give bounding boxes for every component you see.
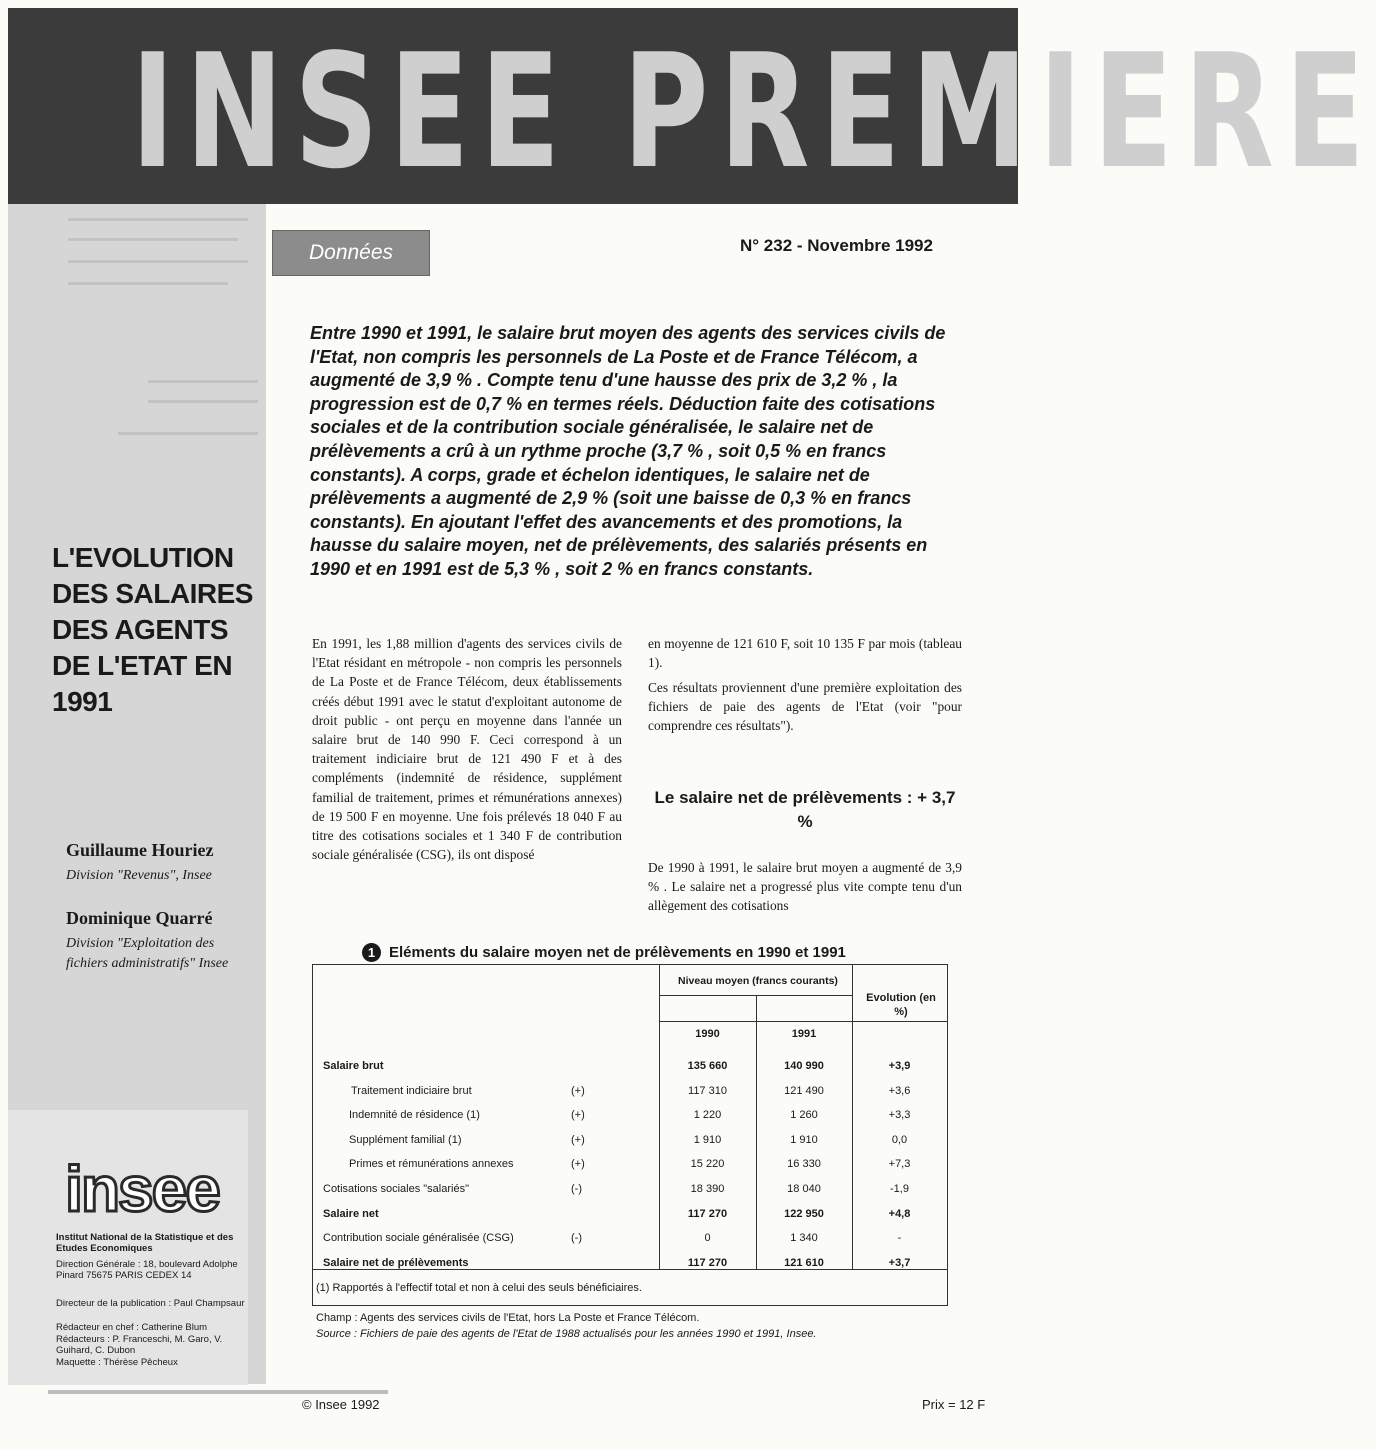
institute-name: Institut National de la Statistique et des Etudes Economiques	[56, 1232, 234, 1254]
section-subheading: Le salaire net de prélèvements : + 3,7 %	[654, 788, 956, 831]
table-row-label: Cotisations sociales "salariés"	[323, 1183, 469, 1195]
issue-number: N° 232 - Novembre 1992	[740, 236, 933, 255]
table-cell-1990: 15 220	[690, 1158, 725, 1171]
table-row-sign: (+)	[571, 1133, 585, 1146]
table-cell-1991: 1 910	[790, 1133, 818, 1146]
table-row-sign: (+)	[571, 1109, 585, 1122]
table-cell-1991: 140 990	[784, 1060, 824, 1072]
footer-rule	[48, 1390, 388, 1394]
table-cell-1990: 18 390	[690, 1183, 725, 1195]
table-cell-1991: 1 340	[790, 1232, 818, 1245]
table-cell-evolution: +3,9	[888, 1060, 911, 1072]
table-title	[362, 943, 846, 962]
table-title-text: Eléments du salaire moyen net de prélèvements en 1990 et 1991	[389, 944, 846, 961]
table-cell-evolution: -1,9	[890, 1183, 909, 1195]
table-row-label: Salaire net de prélèvements	[323, 1256, 469, 1269]
body-column-1: En 1991, les 1,88 million d'agents des services civils de l'Etat résidant en métropole - non compris les personnels de La Poste et de France Télécom, deux établissements créés début 1991 avec le statut d'exploitant autonome de droit public - ont perçu en moyenne dans l'année un salaire brut de 140 990 F. Ceci correspond à un traitement indiciaire brut de 121 490 F et à des compléments (indemnité de résidence, supplément familial de traitement, primes et rémunérations annexes) de 19 500 F en moyenne. Une fois prélevés 18 040 F au titre des cotisations sociales et 1 340 F de contribution sociale généralisée (CSG), ils ont disposé	[312, 636, 622, 863]
table-row-label: Primes et rémunérations annexes	[349, 1158, 514, 1171]
column-header-1991: 1991	[791, 1028, 817, 1040]
table-cell-1990: 1 910	[693, 1133, 722, 1146]
lead-paragraph: Entre 1990 et 1991, le salaire brut moyen des agents des services civils de l'Etat, non compris les personnels de La Poste et de France Télécom, a augmenté de 3,9 % . Compte tenu d'une hausse des prix de 3,2 % , la progression est de 0,7 % en termes réels. Déduction faite des cotisations sociales et de la contribution sociale généralisée, le salaire net de prélèvements a crû à un rythme proche (3,7 % , soit 0,5 % en francs constants). A corps, grade et échelon identiques, le salaire net de prélèvements a augmenté de 2,9 % (soit une baisse de 0,3 % en francs constants). En ajoutant l'effet des avancements et des promotions, la hausse du salaire moyen, net de prélèvements, des salariés présents en 1990 et en 1991 est de 5,3 % , soit 2 % en francs constants.	[310, 323, 946, 579]
table-row-label: Salaire brut	[323, 1060, 384, 1072]
table-cell-evolution: +3,6	[888, 1084, 911, 1097]
author-affiliation: Division "Revenus", Insee	[66, 868, 212, 883]
table-cell-1990: 135 660	[687, 1060, 728, 1072]
table-row-label: Supplément familial (1)	[349, 1133, 462, 1146]
layout-credit: Maquette : Thérèse Pêcheux	[56, 1357, 178, 1368]
author-name: Guillaume Houriez	[66, 840, 214, 860]
table-row-label: Indemnité de résidence (1)	[349, 1109, 480, 1122]
table-cell-1991: 121 610	[784, 1256, 824, 1269]
table-cell-1990: 117 270	[687, 1256, 728, 1269]
table-row-label: Contribution sociale généralisée (CSG)	[323, 1232, 514, 1245]
author-name: Dominique Quarré	[66, 908, 213, 928]
body-column-2a: en moyenne de 121 610 F, soit 10 135 F par mois (tableau 1).	[648, 636, 962, 671]
table-row-sign: (+)	[571, 1084, 585, 1097]
column-header-evolution: Evolution (en %)	[866, 992, 936, 1018]
editor-in-chief: Rédacteur en chef : Catherine Blum	[56, 1322, 208, 1333]
table-cell-1990: 117 310	[688, 1084, 727, 1097]
price: Prix = 12 F	[922, 1397, 986, 1412]
body-column-2c: De 1990 à 1991, le salaire brut moyen a augmenté de 3,9 % . Le salaire net a progressé plus vite compte tenu d'un allègement des cotisations	[648, 860, 962, 914]
author-affiliation: Division "Exploitation des fichiers administratifs" Insee	[66, 936, 229, 971]
masthead-title: INSEE PREMIERE	[130, 21, 1376, 204]
table-cell-evolution: +3,3	[888, 1109, 911, 1122]
masthead	[8, 8, 1376, 204]
address: Direction Générale : 18, boulevard Adolphe Pinard 75675 PARIS CEDEX 14	[56, 1259, 238, 1281]
table-cell-1991: 18 040	[787, 1183, 821, 1195]
table-scope: Champ : Agents des services civils de l'Etat, hors La Poste et France Télécom.	[316, 1312, 700, 1324]
copyright: © Insee 1992	[302, 1397, 380, 1412]
section-tag: Données	[272, 230, 430, 276]
table-number-badge: 1	[362, 943, 381, 962]
table-cell-1991: 1 260	[790, 1109, 818, 1122]
table-cell-1990: 117 270	[687, 1207, 728, 1220]
table-row-label: Traitement indiciaire brut	[351, 1084, 472, 1097]
table-cell-1990: 0	[704, 1232, 711, 1245]
table-cell-1990: 1 220	[693, 1109, 722, 1122]
writers: Rédacteurs : P. Franceschi, M. Garo, V. Guihard, C. Dubon	[56, 1334, 223, 1356]
table-cell-evolution: +7,3	[888, 1158, 911, 1171]
table-row-sign: (+)	[571, 1158, 585, 1171]
table-cell-1991: 16 330	[787, 1158, 821, 1171]
table-cell-1991: 122 950	[784, 1207, 824, 1220]
table-row-sign: (-)	[571, 1232, 582, 1245]
table-cell-1991: 121 490	[784, 1084, 824, 1097]
table-cell-evolution: 0,0	[891, 1133, 908, 1146]
table-cell-evolution: +3,7	[888, 1256, 911, 1269]
table-source: Source : Fichiers de paie des agents de l'Etat de 1988 actualisés pour les années 1990 et 1991, Insee.	[316, 1328, 817, 1340]
table-cell-evolution: -	[897, 1232, 902, 1245]
column-group-header: Niveau moyen (francs courants)	[678, 975, 838, 987]
table-row-label: Salaire net	[323, 1207, 379, 1220]
publication-director: Directeur de la publication : Paul Champsaur	[56, 1298, 245, 1309]
column-header-1990: 1990	[695, 1028, 720, 1040]
table-cell-evolution: +4,8	[888, 1207, 911, 1220]
data-table	[312, 964, 948, 1306]
table-row-sign: (-)	[571, 1183, 582, 1195]
body-column-2b: Ces résultats proviennent d'une première exploitation des fichiers de paie des agents de l'Etat (voir "pour comprendre ces résultats").	[648, 680, 962, 734]
article-headline: L'EVOLUTION DES SALAIRES DES AGENTS DE L'ETAT EN 1991	[52, 542, 253, 717]
insee-logo: insee	[65, 1153, 219, 1225]
table-footnote: (1) Rapportés à l'effectif total et non à celui des seuls bénéficiaires.	[316, 1282, 642, 1294]
